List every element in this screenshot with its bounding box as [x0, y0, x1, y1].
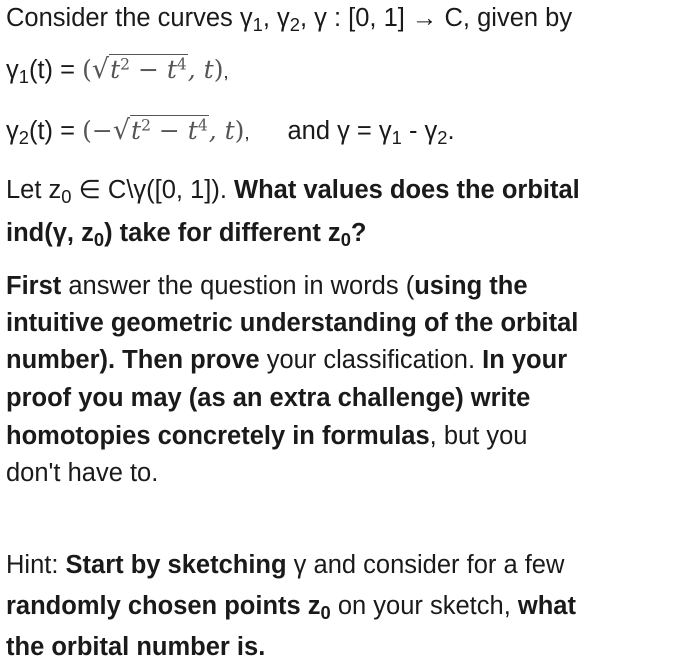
sqrt-expression: $√t^2 - t^4$: [112, 115, 208, 146]
gamma1-formula: ($√t^2 - t^4$, t): [82, 54, 224, 85]
gamma-difference: and $\gamma = \gamma_1 - \gamma_2$.: [287, 117, 455, 149]
gamma2-formula: ($-√t^2 - t^4$, t): [82, 115, 245, 146]
instructions-line-6: don't have to.: [6, 459, 159, 487]
sqrt-expression: $√t^2 - t^4$: [91, 54, 187, 85]
instructions-line-1: First answer the question in words (using the: [6, 272, 528, 300]
gamma1-definition: $\gamma_1(t) = (√t^2 - t^4$, t),: [6, 54, 229, 88]
question-line-2: ind(γ, $z_0$) take for different $z_0$?: [6, 219, 367, 251]
hint-line-1: Hint: Start by sketching γ and consider for a few: [6, 551, 565, 579]
instructions-line-5: homotopies concretely in formulas, but you: [6, 422, 528, 450]
question-line-1: Let $z_0$ ∈ C\γ([0, 1]). What values does the orbital: [6, 176, 580, 208]
instructions-line-3: number). Then prove your classification. In your: [6, 346, 568, 374]
hint-line-2: randomly chosen points $z_0$ on your sketch, what: [6, 592, 576, 624]
hint-line-3: the orbital number is.: [6, 633, 266, 661]
instructions-line-4: proof you may (as an extra challenge) write: [6, 384, 531, 412]
instructions-line-2: intuitive geometric understanding of the orbital: [6, 309, 579, 337]
gamma2-definition: $\gamma_2(t) = (-√t^2 - t^4$, t), and $\gamma = \gamma_1 - \gamma_2$.: [6, 115, 455, 149]
curves-intro-line: Consider the curves $\gamma_1$, $\gamma_2$, γ : [0, 1] → C, given by: [6, 4, 573, 36]
